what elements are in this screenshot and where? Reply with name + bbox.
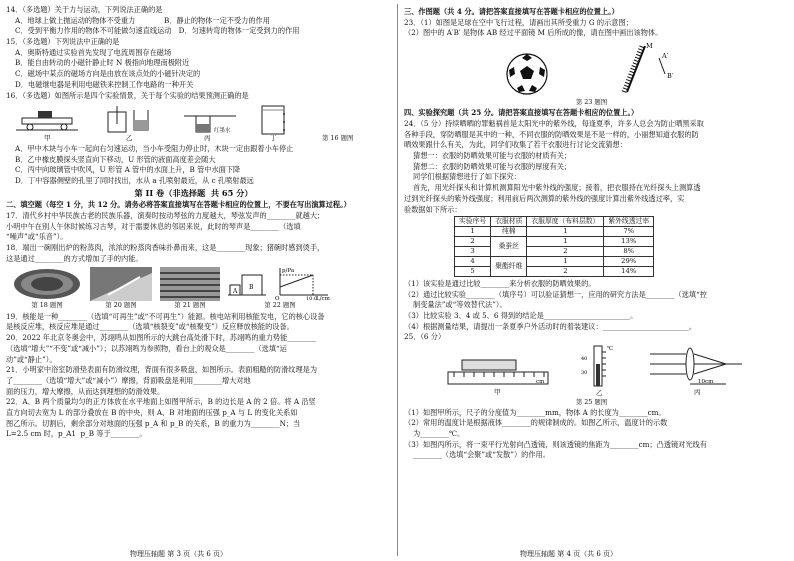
table-header: 实验序号 <box>455 217 491 227</box>
fig18-image <box>12 267 82 301</box>
q14-stem: 14．（多选题）关于力与运动，下列说法正确的是 <box>6 5 163 14</box>
figure-row <box>6 265 381 309</box>
fig16-label-ding: 丁 <box>270 134 277 142</box>
table-header: 衣服厚度（布料层数） <box>527 217 604 227</box>
q20-line: 动”或“静止”）。 <box>6 354 57 364</box>
table-cell: 纯棉 <box>491 227 527 237</box>
q16-option: D．丁中容器侧壁的孔里了同时找出，水从 a 孔喷射最近，从 c 孔喷射最远 <box>15 176 254 186</box>
question-22 <box>6 397 381 439</box>
fig22-origin: O <box>275 296 280 302</box>
fig23-mirror <box>619 40 679 96</box>
q17-line: 小明中午在别人午休时候练习古琴，对于需要休息的邻居来说，此时的琴声是________（选填 <box>6 221 301 231</box>
q24-line: 验数据如下所示： <box>404 204 462 214</box>
fig25-lens <box>646 344 746 396</box>
question-25 <box>404 332 779 459</box>
q20-line: （选填“增大”“不变”或“减小”）；以苏翊鸣为参照物，看台上的观众是________（选填“运 <box>6 343 287 353</box>
q24-line: 猜想二：衣服的防晒效果可能与衣服的厚度有关； <box>413 161 572 171</box>
table-row <box>455 237 654 247</box>
q24-subquestion: 制变量法”或“等效替代法”）。 <box>413 300 507 310</box>
question-15 <box>6 37 381 89</box>
question-16 <box>6 91 381 186</box>
q24-subquestion: （2）通过比较实验________（填序号）可以验证猜想一，应用的研究方法是________（选填“控 <box>404 289 707 299</box>
table-cell: 1 <box>455 227 491 237</box>
q16-figures <box>6 102 381 142</box>
fig25-caption: 第 25 题图 <box>575 397 608 406</box>
table-header-row <box>455 217 654 227</box>
q20-line: 20．2022 年北京冬奥会中，苏翊鸣从如图所示的大跳台高处滑下时，苏翊鸣的重力势能________ <box>6 333 317 343</box>
q22-line: 直方向切去宽为 L 的部分叠放在 B 的中央，则 A、B 对地面的压强 p_A 与 L 的变化关系如 <box>6 407 298 417</box>
q25-line: （1）如图甲所示，尺子的分度值为________mm，物体 A 的长度为________cm。 <box>404 407 666 417</box>
question-21 <box>6 365 381 396</box>
q24-line: 晒效果跟什么有关，为此，同学们收集了若干衣服进行讨论交流猜想： <box>404 140 627 150</box>
q24-subquestion: （4）根据测量结果，请提出一条夏季户外活动时的着装建议：________________________。 <box>404 321 697 331</box>
q24-line: 各种手段，穿防晒服是其中的一种，不同衣服的防晒效果是不是一样的，小丽想知道衣服的防 <box>404 129 699 139</box>
table-header: 衣服材质 <box>491 217 527 227</box>
table-cell: 1 <box>527 257 604 267</box>
table-cell: 14% <box>604 267 654 277</box>
q14-option: C．受到平衡力作用的物体不可能做匀速直线运动 D．匀速转弯的物体一定受到力的作用 <box>15 26 300 36</box>
q16-fig-note: 红墨水 <box>214 128 231 134</box>
q25-label: 25．（6 分） <box>404 332 446 342</box>
fig21-image <box>160 267 220 301</box>
thermometer-tick: 40 <box>581 355 588 362</box>
q24-line: 24．（5 分）持续晒晒的罪魁祸首是太阳光中的紫外线，每逢夏季，许多人总会为防止晒黑采取 <box>404 119 704 129</box>
q17-line: 17．清代乡村中华民族古老的民族乐器，演奏时按动琴弦的力度越大，琴弦发声的________就越大； <box>6 211 325 221</box>
q25-line: （2）常用的温度计是根据液体________的规律制成的。如图乙所示，温度计的示数 <box>404 418 668 428</box>
q24-subquestion: （3）比较实验 3、4 或 5、6 得到的结论是________________________。 <box>404 311 638 321</box>
question-18 <box>6 243 381 263</box>
table-cell: 13% <box>604 237 654 247</box>
mirror-label-m: M <box>645 41 653 50</box>
fig22-axis-x: L/cm <box>316 296 330 302</box>
q24-line: 过到光纤探头的紫外线强度；利用前后两次测算的紫外线的强度计算出紫外线透过率，实 <box>404 193 685 203</box>
table-row <box>455 247 654 257</box>
fig22-label-b: B <box>249 284 254 292</box>
q16-caption: 第 16 题图 <box>322 133 354 142</box>
table-cell: 桑蚕丝 <box>491 237 527 257</box>
table-cell: 2 <box>527 247 604 257</box>
question-24 <box>404 119 779 331</box>
q22-line: L=2.5 cm 时，p_A1 p_B 等于________。 <box>6 429 147 439</box>
q22-line: 图乙所示。切割后，剩余部分对地面的压强 p_A 和 p_B 的关系，B 的重力为________N；当 <box>6 418 301 428</box>
q15-option: A．奥斯特通过实验首先发现了电流周围存在磁场 <box>15 47 172 57</box>
fig25-thermometer <box>580 344 620 396</box>
fig16-label-jia: 甲 <box>44 134 51 142</box>
right-page <box>404 5 779 545</box>
q18-line: 这是通过________的方式增加了手的内能。 <box>6 253 143 263</box>
fig25-label-yi: 乙 <box>596 388 603 396</box>
q14-option: A．地球上做上抛运动的物体不受重力 B．静止的物体一定不受力的作用 <box>15 15 270 25</box>
q17-line: “噪声”或“乐音”）。 <box>6 232 68 242</box>
fig20 <box>90 267 152 309</box>
experiment-table <box>454 216 654 277</box>
q24-line: 同学们根据猜想进行了如下探究： <box>413 172 521 182</box>
fig23-caption: 第 23 题图 <box>575 97 608 106</box>
thermometer-unit: ℃ <box>607 345 614 352</box>
fig25-label-jia: 甲 <box>494 387 501 396</box>
section-4-heading: 四、实验探究题（共 25 分。请把答案直接填写在答题卡相应的位置上。） <box>404 108 639 118</box>
q24-subquestion: （1）该实验是通过比较________来分析衣服的防晒效果的。 <box>404 279 596 289</box>
page-footer-right: 物理压轴题 第 4 页（共 6 页） <box>520 549 618 558</box>
q21-line: 了________（选填“增大”或“减小”）摩擦，背面吸盘是利用________增大对地 <box>6 375 251 385</box>
q16-option: B．乙中橡皮膜探头竖直向下移动，U 形管的液面高度差会随大 <box>15 154 216 164</box>
fig23 <box>404 40 779 96</box>
fig18 <box>12 267 82 309</box>
table-cell: 7% <box>604 227 654 237</box>
q24-line: 首先，用光纤探头和计算机测算阳光中紫外线的强度；接着，把衣服持在光纤探头上测算透 <box>413 183 701 193</box>
fig21-caption: 第 21 题图 <box>174 301 206 310</box>
q21-line: 面的压力，增大摩擦，从而达到理想的防滑效果。 <box>6 386 165 396</box>
q15-option: B．能自由转动的小磁针静止时 N 极指向地理南极附近 <box>15 58 190 68</box>
q22-line: 22．A、B 两个质量均匀的正方体放在水平地面上如图甲所示，B 的边长是 A 的 2 倍。将 A 沿竖 <box>6 397 316 407</box>
q16-option: C．丙中向玻璃管中吹风，U 形管 A 管中的水面上升，B 管中水面下降 <box>15 165 241 175</box>
fig16-label-bing: 丙 <box>204 134 211 142</box>
page-footer-left: 物理压轴题 第 3 页（共 6 页） <box>130 549 228 558</box>
table-cell: 2 <box>527 267 604 277</box>
q15-stem: 15．（多选题）下列说法中正确的是 <box>6 37 120 47</box>
page-divider <box>397 4 398 556</box>
table-cell: 5 <box>455 267 491 277</box>
table-cell: 4 <box>455 257 491 267</box>
thermometer-tick: 30 <box>581 369 588 376</box>
image-label-b: B′ <box>666 71 673 80</box>
fig22-axis-y: p/Pa <box>282 268 295 275</box>
question-17 <box>6 211 381 242</box>
fig25-ruler <box>444 356 554 396</box>
ruler-unit: cm <box>536 378 545 385</box>
table-cell: 29% <box>604 257 654 267</box>
q19-line: 是核反应堆，核反应堆是通过________（选填“核裂变”或“核聚变”）反应释放核能的设备。 <box>6 322 294 332</box>
soccer-ball-icon <box>505 52 549 96</box>
q25-line: ________（选填“会聚”或“发散”）的作用。 <box>413 450 550 460</box>
q19-line: 19．核能是一种________（选填“可再生”或“不可再生”）能源。核电站利用核能发电，它的核心设备 <box>6 311 325 321</box>
fig21 <box>160 267 220 309</box>
fig20-image <box>90 267 152 301</box>
fig22-caption: 第 22 题图 <box>264 301 296 310</box>
fig22-label-a: A <box>233 288 238 296</box>
q15-option: C．磁场中某点的磁场方向是由放在该点处的小磁针决定的 <box>15 69 201 79</box>
q21-line: 21．小明家中浴室防滑垫表面有防滑纹理，背面有很多吸盘，如图所示。表面粗糙的防滑纹理是为 <box>6 365 318 375</box>
table-row <box>455 257 654 267</box>
q24-line: 猜想一：衣服的防晒效果可能与衣服的材质有关； <box>413 151 572 161</box>
question-19 <box>6 312 381 332</box>
lens-scale-label: 10cm <box>698 378 714 385</box>
fig25-label-bing: 丙 <box>694 387 701 396</box>
q25-line: （3）如图丙所示，将一束平行光射向凸透镜，则该透镜的焦距为________cm；凸透镜对光线有 <box>404 439 707 449</box>
q18-line: 18．端出一碗刚出炉的粉蒸肉，浓浓的粉蒸肉香味扑鼻而来，这是________现象；猪碗时感到烫手， <box>6 243 325 253</box>
q16-option: A．甲中木块与小车一起向右匀速运动，当小车受阻力停止时，木块一定由跟着小车停止 <box>15 144 294 153</box>
fig22-image <box>228 265 332 301</box>
table-cell: 2 <box>455 237 491 247</box>
question-14 <box>6 5 381 36</box>
question-23 <box>404 18 779 107</box>
q23-line: 23．（1）如图是足球在空中飞行过程，请画出其所受重力 G 的示意图； <box>404 17 633 27</box>
part-2-title: 第 II 卷（非选择题 共 65 分） <box>134 187 253 198</box>
table-cell: 聚酯纤维 <box>491 257 527 277</box>
table-cell: 3 <box>455 247 491 257</box>
fig22 <box>228 265 332 309</box>
fig16-label-yi: 乙 <box>126 134 133 142</box>
q15-option: D．电磁继电器是利用电磁铁来控制工作电路的一种开关 <box>15 79 194 89</box>
table-row <box>455 227 654 237</box>
q16-diagram <box>16 102 316 142</box>
left-page <box>6 5 381 545</box>
section-3-heading: 三、作图题（共 4 分。请把答案直接填写在答题卡相应的位置上。） <box>404 7 619 16</box>
question-20 <box>6 333 381 364</box>
image-label-a: A′ <box>661 51 668 60</box>
table-cell: 8% <box>604 247 654 257</box>
fig18-caption: 第 18 题图 <box>31 301 63 310</box>
fig20-caption: 第 20 题图 <box>105 301 137 310</box>
table-row <box>455 267 654 277</box>
table-cell: 1 <box>527 227 604 237</box>
q23-line: （2）图中的 A′B′ 是物体 AB 经过平面镜 M 后所成的像，请在图中画出该物体。 <box>404 28 663 38</box>
section-2-heading: 二、填空题（每空 1 分，共 12 分。请务必将答案直接填写在答题卡相应的位置上，不要在写出演算过程。） <box>6 200 351 210</box>
table-header: 紫外线透过率 <box>604 217 654 227</box>
q16-stem: 16．（多选题）如图所示是四个实验情景，关于每个实验的结果预测正确的是 <box>6 90 249 100</box>
fig22-value: 10.0 <box>306 296 318 302</box>
fig25 <box>404 344 779 396</box>
q25-line: 为________℃。 <box>413 428 465 438</box>
table-cell: 1 <box>527 237 604 247</box>
